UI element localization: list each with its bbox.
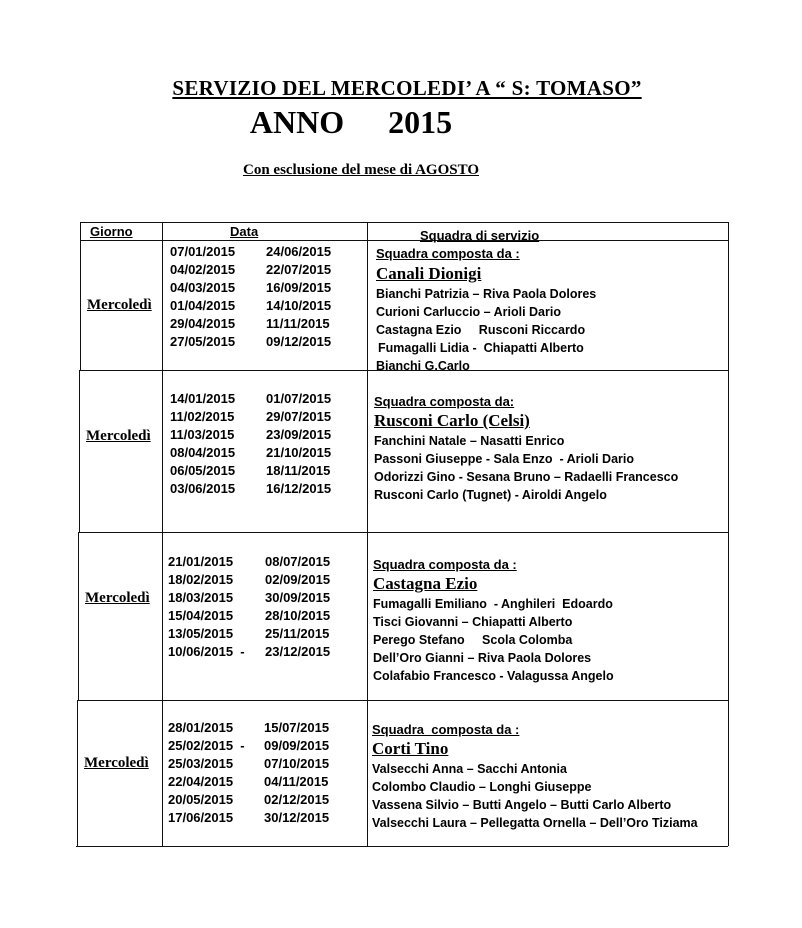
- table-left-border: [80, 222, 81, 370]
- date-cell: 03/06/2015: [170, 481, 236, 496]
- squad-member: Vassena Silvio – Butti Angelo – Butti Carlo Alberto: [372, 798, 672, 812]
- date-cell: 22/04/2015: [168, 774, 234, 789]
- squad-member: Curioni Carluccio – Arioli Dario: [376, 305, 561, 319]
- column-header-giorno: Giorno: [90, 224, 133, 239]
- date-cell: 28/10/2015: [265, 608, 331, 623]
- date-cell: 14/01/2015: [170, 391, 236, 406]
- squad-leader: Canali Dionigi: [376, 264, 482, 283]
- date-cell: 25/03/2015: [168, 756, 234, 771]
- table-top-border: [80, 222, 728, 223]
- date-cell: 08/04/2015: [170, 445, 236, 460]
- squad-leader: Castagna Ezio: [373, 574, 478, 593]
- date-cell: 25/11/2015: [265, 626, 330, 641]
- document-title: SERVIZIO DEL MERCOLEDI’ A “ S: TOMASO”: [172, 76, 642, 100]
- squad-member: Fumagalli Lidia - Chiapatti Alberto: [378, 341, 584, 355]
- date-cell: 18/02/2015: [168, 572, 234, 587]
- squad-label: Squadra composta da :: [376, 246, 520, 261]
- date-cell: 28/01/2015: [168, 720, 234, 735]
- day-label: Mercoledì: [86, 428, 151, 444]
- squad-member: Bianchi G.Carlo: [376, 359, 470, 373]
- table-bottom-border: [76, 846, 728, 847]
- date-cell: 24/06/2015: [266, 244, 332, 259]
- date-cell: 04/02/2015: [170, 262, 236, 277]
- date-cell: 14/10/2015: [266, 298, 332, 313]
- date-cell: 21/10/2015: [266, 445, 332, 460]
- date-cell: 07/10/2015: [264, 756, 330, 771]
- table-left-border: [77, 700, 78, 846]
- squad-member: Valsecchi Anna – Sacchi Antonia: [372, 762, 567, 776]
- day-label: Mercoledì: [87, 297, 152, 313]
- column-divider-giorno: [162, 222, 163, 846]
- year-heading: [0, 104, 752, 141]
- date-cell: 04/03/2015: [170, 280, 236, 295]
- squad-leader: Corti Tino: [372, 739, 449, 758]
- document-subtitle: Con esclusione del mese di AGOSTO: [242, 162, 479, 178]
- date-cell: 11/02/2015: [170, 409, 235, 424]
- date-cell: 30/12/2015: [264, 810, 330, 825]
- squad-member: Valsecchi Laura – Pellegatta Ornella – Dell’Oro Tiziama: [372, 816, 698, 830]
- date-cell: 11/11/2015: [266, 316, 330, 331]
- date-cell: 13/05/2015: [168, 626, 234, 641]
- date-cell: 16/09/2015: [266, 280, 332, 295]
- row-separator: [78, 532, 728, 533]
- squad-member: Dell’Oro Gianni – Riva Paola Dolores: [373, 651, 592, 665]
- date-cell: 23/12/2015: [265, 644, 331, 659]
- squad-member: Perego Stefano Scola Colomba: [373, 633, 573, 647]
- date-cell: 07/01/2015: [170, 244, 236, 259]
- squad-member: Bianchi Patrizia – Riva Paola Dolores: [376, 287, 597, 301]
- table-left-border: [78, 532, 79, 700]
- column-divider-data: [367, 222, 368, 846]
- date-cell: 15/07/2015: [264, 720, 330, 735]
- date-cell: 21/01/2015: [168, 554, 234, 569]
- date-cell: 01/07/2015: [266, 391, 332, 406]
- year-value: 2015: [388, 104, 453, 140]
- day-label: Mercoledì: [84, 755, 149, 771]
- date-cell: 22/07/2015: [266, 262, 332, 277]
- year-word: ANNO: [249, 104, 345, 140]
- date-cell: 18/11/2015: [266, 463, 331, 478]
- squad-label: Squadra composta da :: [373, 557, 517, 572]
- date-cell: 18/03/2015: [168, 590, 234, 605]
- date-cell: 30/09/2015: [265, 590, 331, 605]
- date-cell: 02/12/2015: [264, 792, 330, 807]
- squad-member: Castagna Ezio Rusconi Riccardo: [376, 323, 586, 337]
- squad-member: Colombo Claudio – Longhi Giuseppe: [372, 780, 592, 794]
- table-left-border: [79, 370, 80, 532]
- table-right-border: [728, 222, 729, 846]
- date-cell: 25/02/2015 -: [168, 738, 245, 753]
- date-cell: 29/04/2015: [170, 316, 236, 331]
- date-cell: 09/09/2015: [264, 738, 330, 753]
- squad-member: Fanchini Natale – Nasatti Enrico: [374, 434, 565, 448]
- date-cell: 27/05/2015: [170, 334, 236, 349]
- squad-member: Rusconi Carlo (Tugnet) - Airoldi Angelo: [374, 488, 607, 502]
- squad-member: Passoni Giuseppe - Sala Enzo - Arioli Dario: [374, 452, 635, 466]
- date-cell: 09/12/2015: [266, 334, 332, 349]
- squad-leader: Rusconi Carlo (Celsi): [374, 411, 530, 430]
- column-header-data: Data: [230, 224, 259, 239]
- squad-member: Fumagalli Emiliano - Anghileri Edoardo: [373, 597, 613, 611]
- squad-label: Squadra composta da :: [372, 722, 520, 737]
- date-cell: 01/04/2015: [170, 298, 236, 313]
- date-cell: 23/09/2015: [266, 427, 332, 442]
- header-bottom-border: [80, 240, 728, 241]
- squad-label: Squadra composta da:: [374, 394, 515, 409]
- date-cell: 10/06/2015 -: [168, 644, 245, 659]
- date-cell: 15/04/2015: [168, 608, 234, 623]
- squad-member: Colafabio Francesco - Valagussa Angelo: [373, 669, 614, 683]
- column-header-squadra: Squadra di servizio: [420, 228, 540, 243]
- date-cell: 02/09/2015: [265, 572, 331, 587]
- date-cell: 16/12/2015: [266, 481, 332, 496]
- date-cell: 04/11/2015: [264, 774, 329, 789]
- date-cell: 20/05/2015: [168, 792, 234, 807]
- date-cell: 08/07/2015: [265, 554, 331, 569]
- date-cell: 17/06/2015: [168, 810, 234, 825]
- row-separator: [77, 700, 728, 701]
- squad-member: Odorizzi Gino - Sesana Bruno – Radaelli Francesco: [374, 470, 679, 484]
- date-cell: 11/03/2015: [170, 427, 235, 442]
- date-cell: 06/05/2015: [170, 463, 236, 478]
- date-cell: 29/07/2015: [266, 409, 332, 424]
- day-label: Mercoledì: [85, 590, 150, 606]
- squad-member: Tisci Giovanni – Chiapatti Alberto: [373, 615, 573, 629]
